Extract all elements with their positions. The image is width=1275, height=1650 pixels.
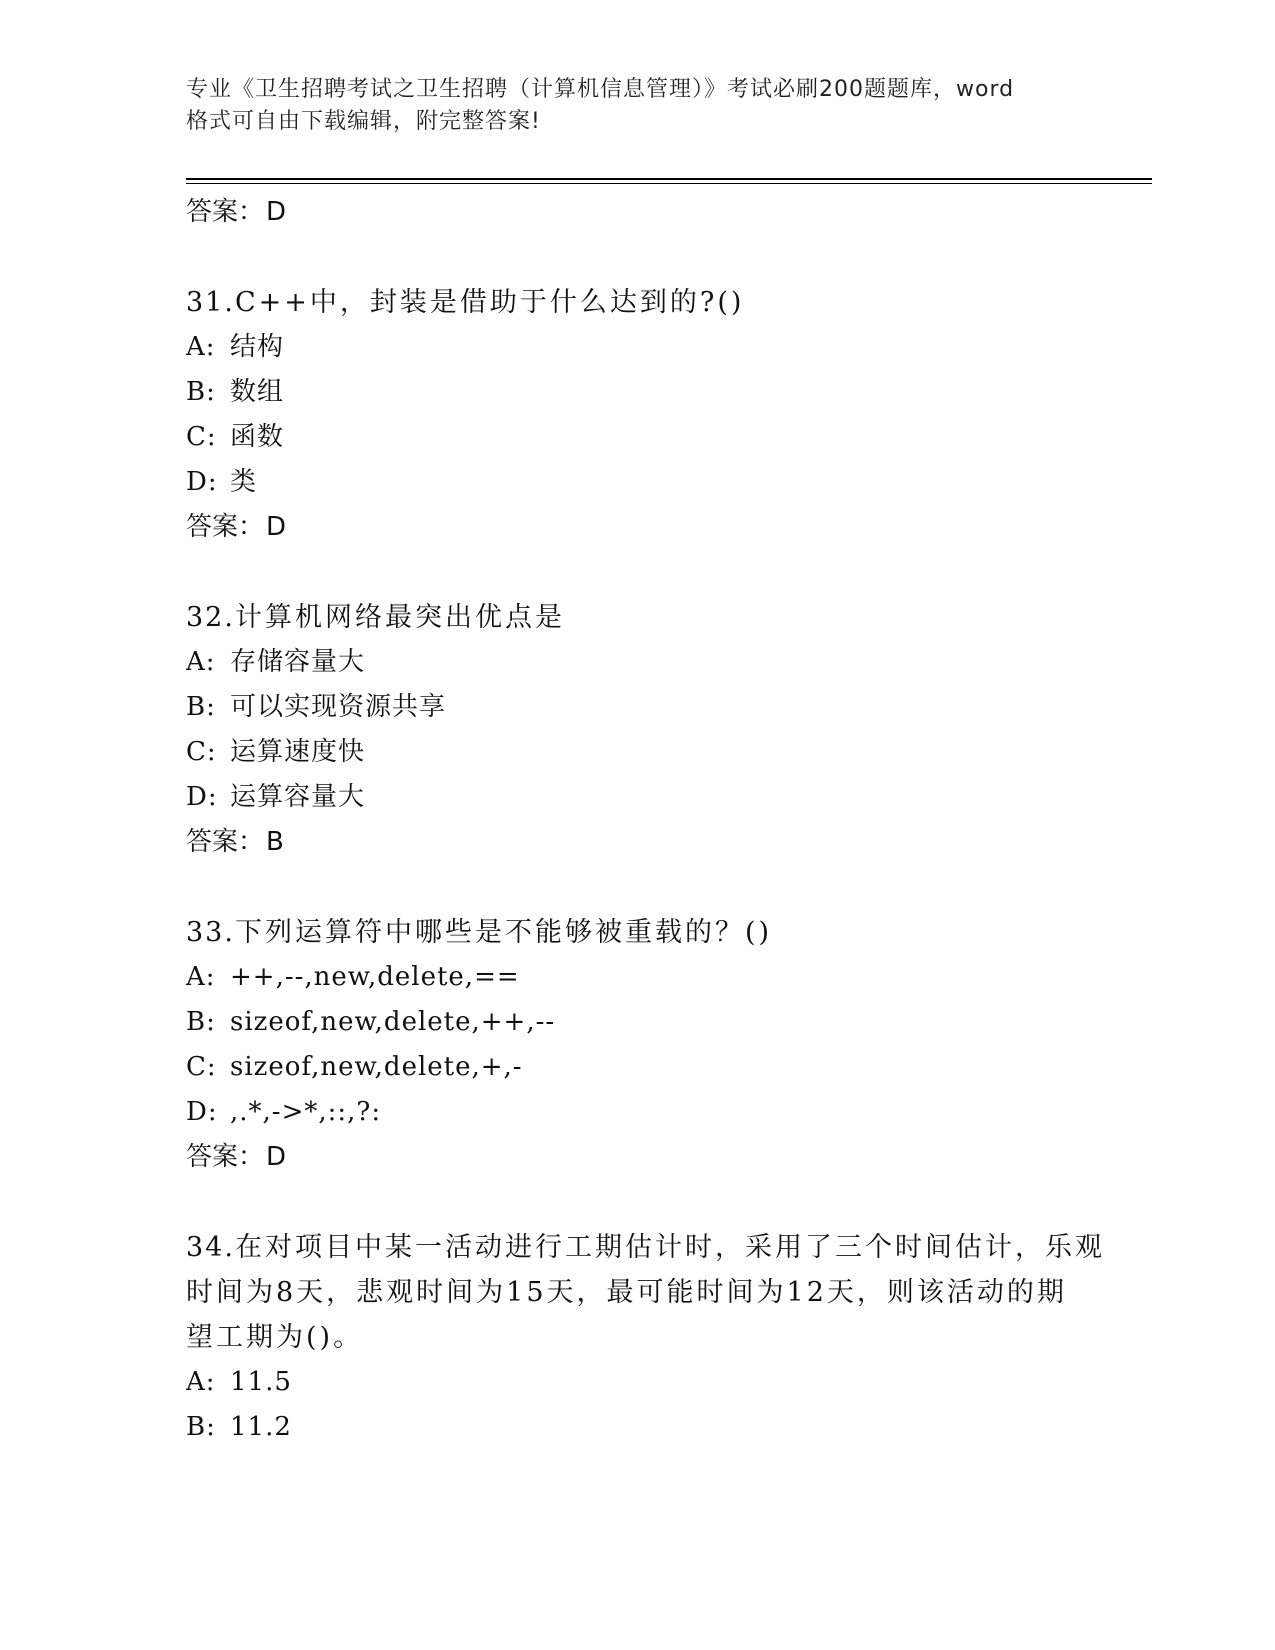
- question-text: 下列运算符中哪些是不能够被重载的？(): [234, 917, 773, 948]
- option-letter: B:: [186, 1007, 216, 1037]
- option-b: [186, 370, 1146, 415]
- option-letter: B:: [186, 1412, 216, 1442]
- option-a: [186, 325, 1146, 370]
- option-a: [186, 640, 1146, 685]
- option-c: [186, 415, 1146, 460]
- option-text: 11.5: [230, 1367, 292, 1397]
- header-rule-thin: [186, 183, 1152, 184]
- option-letter: A:: [186, 332, 216, 362]
- option-d: [186, 460, 1146, 505]
- question-text-line-1: 34.在对项目中某一活动进行工期估计时，采用了三个时间估计，乐观: [186, 1232, 1105, 1263]
- header-line-2: 格式可自由下载编辑，附完整答案!: [186, 109, 541, 134]
- option-b: [186, 1000, 1146, 1045]
- option-text: 数组: [230, 377, 285, 407]
- option-text: sizeof,new,delete,+,-: [230, 1052, 523, 1082]
- option-c: [186, 730, 1146, 775]
- option-d: [186, 775, 1146, 820]
- question-number: 31.: [186, 287, 235, 318]
- question-text: 计算机网络最突出优点是: [234, 602, 565, 633]
- option-a: [186, 1360, 1146, 1405]
- answer-value: D: [266, 197, 287, 227]
- question-text-line-3: 望工期为()。: [186, 1322, 364, 1353]
- option-letter: C:: [186, 737, 217, 767]
- answer-value: B: [266, 827, 284, 857]
- option-text: sizeof,new,delete,++,--: [230, 1007, 556, 1037]
- option-d: [186, 1090, 1146, 1135]
- option-text: 函数: [230, 422, 285, 452]
- option-letter: D:: [186, 467, 218, 497]
- option-letter: C:: [186, 422, 217, 452]
- question-list: [186, 190, 1146, 1450]
- answer-value: D: [266, 512, 287, 542]
- answer-line: [186, 820, 1146, 865]
- option-letter: A:: [186, 647, 216, 677]
- answer-label: 答案：: [186, 512, 265, 542]
- option-text: 类: [230, 467, 258, 497]
- option-text: 11.2: [230, 1412, 292, 1442]
- option-text: 存储容量大: [230, 647, 366, 677]
- question-number: 32.: [186, 602, 235, 633]
- document-header: [186, 74, 1086, 138]
- option-text: ,.*,->*,::,?:: [230, 1097, 382, 1127]
- option-letter: C:: [186, 1052, 217, 1082]
- option-letter: A:: [186, 1367, 216, 1397]
- option-letter: D:: [186, 782, 218, 812]
- question-text-line-2: 时间为8天，悲观时间为15天，最可能时间为12天，则该活动的期: [186, 1277, 1067, 1308]
- question-number: 34.: [186, 1232, 235, 1263]
- option-text: 运算容量大: [230, 782, 366, 812]
- option-a: [186, 955, 1146, 1000]
- question-33: [186, 910, 1146, 955]
- answer-line: [186, 1135, 1146, 1180]
- answer-line: [186, 505, 1146, 550]
- option-text: 结构: [230, 332, 285, 362]
- answer-label: 答案：: [186, 197, 265, 227]
- option-c: [186, 1045, 1146, 1090]
- answer-value: D: [266, 1142, 287, 1172]
- question-text: C++中，封装是借助于什么达到的?(): [234, 287, 745, 318]
- header-line-1: 专业《卫生招聘考试之卫生招聘（计算机信息管理）》考试必刷200题题库，word: [186, 77, 1015, 102]
- option-letter: D:: [186, 1097, 218, 1127]
- option-text: 运算速度快: [230, 737, 366, 767]
- option-b: [186, 685, 1146, 730]
- question-32: [186, 595, 1146, 640]
- option-letter: A:: [186, 962, 216, 992]
- answer-label: 答案：: [186, 827, 265, 857]
- question-34: [186, 1225, 1146, 1360]
- question-number: 33.: [186, 917, 235, 948]
- option-b: [186, 1405, 1146, 1450]
- spacer: [186, 1180, 1146, 1225]
- option-text: 可以实现资源共享: [230, 692, 447, 722]
- spacer: [186, 865, 1146, 910]
- option-letter: B:: [186, 377, 216, 407]
- option-letter: B:: [186, 692, 216, 722]
- header-rule-thick: [186, 178, 1152, 180]
- spacer: [186, 235, 1146, 280]
- spacer: [186, 550, 1146, 595]
- answer-line: [186, 190, 1146, 235]
- question-31: [186, 280, 1146, 325]
- answer-label: 答案：: [186, 1142, 265, 1172]
- option-text: ++,--,new,delete,==: [230, 962, 520, 992]
